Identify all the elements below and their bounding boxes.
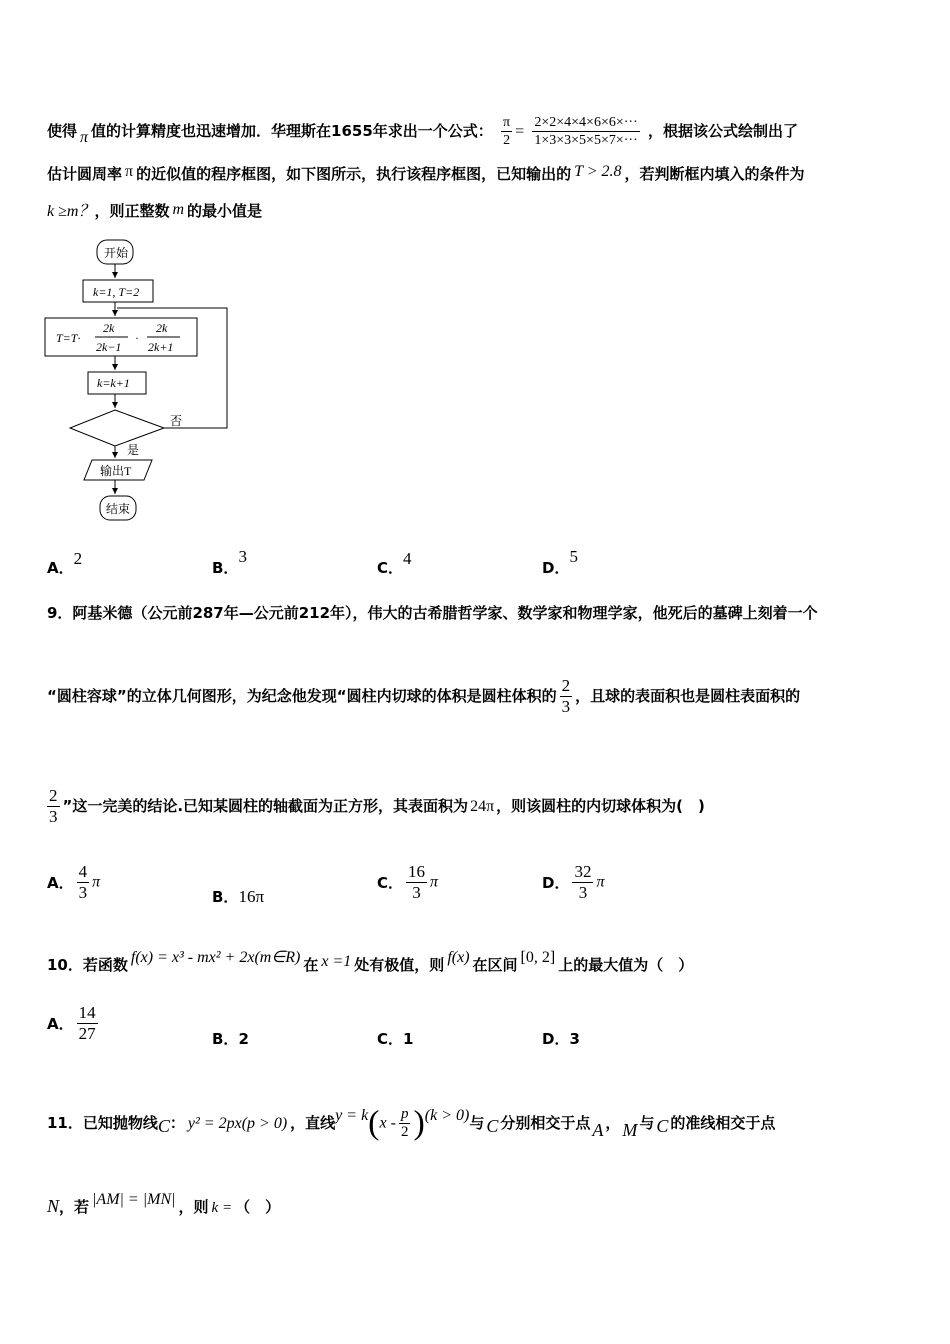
q9-text: ，且球的表面积也是圆柱表面积的 [575, 687, 801, 705]
option-value: 3 [569, 1030, 580, 1048]
decision-diamond [70, 410, 164, 446]
q8-option-a[interactable] [47, 548, 83, 577]
pi-symbol: π [430, 873, 439, 891]
q8-text: 值的计算精度也迅速增加．华理斯在1655年求出一个公式： [91, 122, 493, 140]
interval: [0, 2] [520, 949, 556, 966]
end-label: 结束 [106, 502, 131, 516]
option-fraction: $\frac{14}{27}$ [78, 1003, 96, 1043]
pi-symbol: π [125, 163, 134, 180]
q8-line2 [47, 164, 805, 185]
f1-num: 2k [103, 321, 115, 335]
k-equals: k = [211, 1200, 233, 1216]
q8-option-b[interactable] [212, 546, 247, 577]
curve-C: C [486, 1116, 499, 1136]
function-expression: f(x) = x³ - mx² + 2x(m∈R) [130, 949, 301, 966]
q11-text: 11．已知抛物线 [47, 1114, 158, 1132]
program-flowchart [40, 236, 240, 526]
fx: f(x) [447, 949, 470, 966]
loop-condition: k ≥m？ [47, 203, 95, 220]
q9-option-a[interactable] [47, 862, 100, 903]
q8-text: ，则正整数 [94, 202, 170, 220]
q9-option-c[interactable] [377, 862, 438, 903]
q9-line3 [47, 786, 705, 827]
q10-text: 在区间 [472, 956, 518, 974]
q10-text: 10．若函数 [47, 956, 128, 974]
q8-text: ，根据该公式绘制出了 [647, 122, 798, 140]
option-fraction: $\frac{4}{3}$ [78, 862, 88, 902]
q9-text: ”这一完美的结论.已知某圆柱的轴截面为正方形，其表面积为 [62, 797, 469, 815]
increment-label: k=k+1 [97, 376, 130, 390]
option-label: C． [377, 874, 404, 892]
q10-text: 在 [303, 956, 319, 974]
q9-option-b[interactable] [212, 886, 264, 907]
q11-text: 的准线相交于点 [670, 1114, 776, 1132]
q10-line [47, 949, 694, 976]
no-label: 否 [170, 414, 183, 428]
q9-text: 9．阿基米德（公元前287年—公元前212年），伟大的古希腊哲学家、数学家和物理学家，他死后的墓碑上刻着一个 [47, 604, 818, 622]
option-label: D． [542, 559, 570, 577]
distance-condition: |AM| = |MN| [92, 1191, 176, 1208]
line-equation: x - [379, 1114, 396, 1132]
q10-option-a[interactable] [47, 1003, 101, 1044]
parabola-equation: y² = 2px(p > 0) [187, 1115, 288, 1132]
option-label: B． [212, 559, 239, 577]
wallis-rhs-fraction: $\frac{2\times 2\times 4\times 4\times 6\times 6\times\cdot\cdot\cdot}{1\times 3\times 3\times 5\times 5\times 7\times\cdot\cdot\cdot}$ [534, 115, 638, 148]
curve-C: C [656, 1116, 669, 1136]
q8-text: 使得 [47, 122, 78, 140]
q10-text: 处有极值，则 [354, 956, 445, 974]
q10-option-b[interactable] [212, 1028, 249, 1049]
q10-option-c[interactable] [377, 1028, 413, 1049]
left-paren: ( [368, 1104, 380, 1142]
option-value: 2 [73, 549, 83, 568]
output-label: 输出T [100, 464, 132, 478]
q11-text: ，若 [59, 1198, 90, 1216]
q9-line2 [47, 676, 800, 717]
q9-text: “圆柱容球”的立体几何图形，为纪念他发现“圆柱内切球的体积是圆柱体积的 [47, 687, 557, 705]
pi-symbol: π [92, 873, 101, 891]
q8-option-c[interactable] [377, 548, 412, 577]
option-label: D． [542, 1030, 570, 1048]
option-label: C． [377, 559, 404, 577]
yes-label: 是 [127, 443, 140, 457]
option-label: A． [47, 1015, 74, 1033]
q9-text: ，则该圆柱的内切球体积为( ) [496, 797, 705, 815]
option-value: 16π [238, 887, 265, 906]
q10-option-d[interactable] [542, 1028, 580, 1049]
option-fraction: $\frac{32}{3}$ [574, 862, 592, 902]
q8-text: 的近似值的程序框图，如下图所示，执行该程序框图，已知输出的 [136, 165, 572, 183]
option-value: 5 [569, 547, 578, 566]
two-thirds-fraction: $\frac{2}{3}$ [49, 786, 58, 826]
point-M: M [622, 1120, 638, 1140]
option-fraction: $\frac{16}{3}$ [408, 862, 426, 902]
q8-line1 [47, 114, 798, 149]
f2-num: 2k [156, 321, 168, 335]
q11-line1 [47, 1100, 775, 1146]
output-condition: T > 2.8 [574, 163, 622, 180]
q9-line1 [47, 603, 818, 623]
x-equals-1: x =1 [321, 953, 352, 970]
m-variable: m [172, 201, 185, 218]
p-over-2: $\frac{p}{2}$ [400, 1106, 409, 1140]
k-condition: (k > 0) [424, 1107, 470, 1124]
option-label: B． [212, 1030, 239, 1048]
option-value: 1 [403, 1030, 414, 1048]
q8-option-d[interactable] [542, 546, 578, 577]
q11-text: ，直线 [290, 1114, 336, 1132]
option-label: B． [212, 888, 239, 906]
q10-text: 上的最大值为（ ） [558, 956, 694, 974]
two-thirds-fraction: $\frac{2}{3}$ [561, 676, 571, 716]
right-paren: ) [413, 1104, 425, 1142]
pi-symbol: π [80, 129, 89, 146]
q11-text: 分别相交于点 [500, 1114, 591, 1132]
q11-line2 [47, 1191, 281, 1218]
q11-text: （ ） [235, 1198, 281, 1216]
option-label: C． [377, 1030, 404, 1048]
option-label: A． [47, 874, 74, 892]
equals: = [515, 123, 525, 140]
init-label: k=1, T=2 [93, 285, 140, 299]
point-N: N [47, 1196, 60, 1216]
pi-symbol: π [596, 873, 605, 891]
q11-text: ，则 [178, 1198, 209, 1216]
q11-text: ， [605, 1114, 621, 1132]
q8-text: 的最小值是 [187, 202, 263, 220]
f2-den: 2k+1 [148, 340, 174, 354]
option-label: A． [47, 559, 74, 577]
option-value: 4 [403, 549, 412, 568]
q11-text: 与 [639, 1114, 655, 1132]
curve-C: C [157, 1116, 170, 1136]
update-label: T=T· [56, 331, 81, 345]
option-value: 2 [238, 1030, 249, 1048]
f1-den: 2k−1 [96, 340, 122, 354]
q11-text: 与 [469, 1114, 485, 1132]
q8-text: 估计圆周率 [47, 165, 123, 183]
point-A: A [592, 1120, 604, 1140]
surface-area: 24π [470, 798, 495, 815]
wallis-lhs-fraction: $\frac{\pi}{2}$ [503, 115, 511, 148]
q11-text: ： [169, 1114, 185, 1132]
start-label: 开始 [104, 246, 129, 260]
q8-text: ，若判断框内填入的条件为 [624, 165, 805, 183]
option-value: 3 [238, 547, 247, 566]
q9-option-d[interactable] [542, 862, 604, 903]
dot-label: · [135, 331, 139, 345]
q8-line3 [47, 201, 262, 222]
line-equation: y = k [335, 1107, 369, 1124]
option-label: D． [542, 874, 570, 892]
